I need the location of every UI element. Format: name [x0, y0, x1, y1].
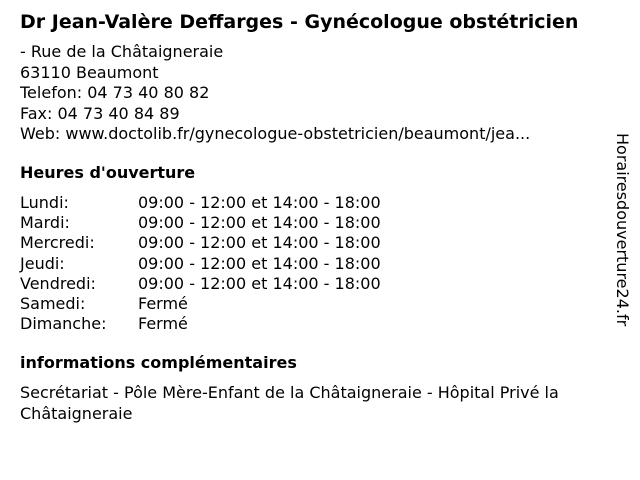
hours-row-wednesday [20, 233, 381, 253]
day-hours: Fermé [138, 294, 188, 314]
day-label: Lundi: [20, 193, 69, 212]
site-watermark: Horairesdouverture24.fr [613, 133, 632, 327]
hours-row-tuesday [20, 213, 381, 233]
hours-row-saturday [20, 294, 381, 314]
page-title: Dr Jean-Valère Deffarges - Gynécologue obstétricien [20, 11, 579, 33]
info-heading: informations complémentaires [20, 353, 297, 372]
day-hours: 09:00 - 12:00 et 14:00 - 18:00 [138, 273, 381, 293]
day-label: Dimanche: [20, 314, 107, 334]
hours-row-thursday [20, 254, 381, 274]
hours-heading: Heures d'ouverture [20, 163, 196, 182]
phone-number: Telefon: 04 73 40 80 82 [20, 83, 210, 102]
day-label: Jeudi: [20, 253, 65, 273]
day-label: Samedi: [20, 294, 86, 314]
website-link[interactable]: Web: www.doctolib.fr/gynecologue-obstetricien/beaumont/jea... [20, 124, 531, 143]
street-address: - Rue de la Châtaigneraie [20, 42, 224, 61]
hours-row-friday [20, 274, 381, 294]
hours-table [20, 193, 381, 334]
day-label: Mardi: [20, 213, 70, 233]
city-address: 63110 Beaumont [20, 62, 159, 82]
info-text: Secrétariat - Pôle Mère-Enfant de la Châtaigneraie - Hôpital Privé la Châtaigneraie [20, 383, 559, 423]
contact-block [20, 42, 530, 145]
hours-row-sunday [20, 314, 381, 334]
day-hours: Fermé [138, 314, 188, 334]
day-label: Mercredi: [20, 233, 95, 253]
day-hours: 09:00 - 12:00 et 14:00 - 18:00 [138, 253, 381, 273]
fax-number: Fax: 04 73 40 84 89 [20, 103, 180, 123]
hours-row-monday [20, 193, 381, 213]
day-hours: 09:00 - 12:00 et 14:00 - 18:00 [138, 213, 381, 233]
day-hours: 09:00 - 12:00 et 14:00 - 18:00 [138, 233, 381, 253]
day-hours: 09:00 - 12:00 et 14:00 - 18:00 [138, 193, 381, 212]
day-label: Vendredi: [20, 273, 96, 293]
